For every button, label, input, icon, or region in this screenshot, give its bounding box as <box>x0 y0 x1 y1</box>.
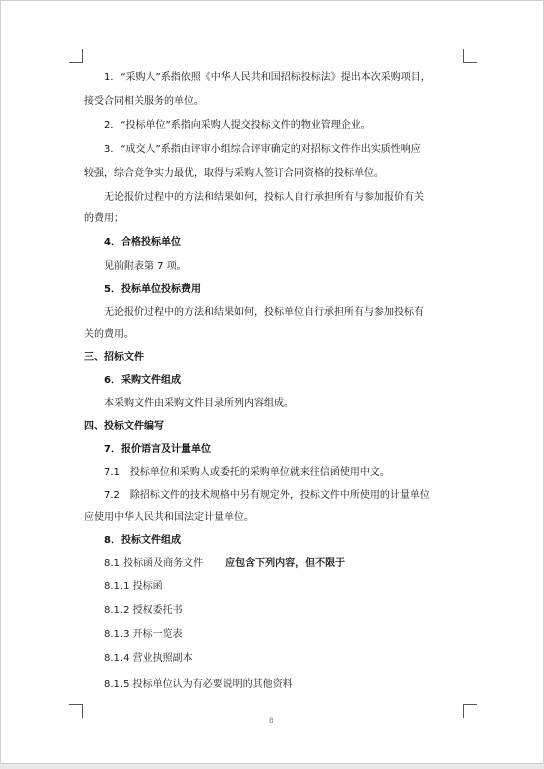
definition-bidder: 2．“投标单位”系指向采购人提交投标文件的物业管理企业。 <box>104 120 371 131</box>
item-8-1-5: 8.1.5 投标单位认为有必要说明的其他资料 <box>104 679 293 690</box>
procurement-composition-text: 本采购文件由采购文件目录所列内容组成。 <box>104 398 294 409</box>
item-8-1-3: 8.1.3 开标一览表 <box>104 629 183 640</box>
qualified-bidder-text: 见前附表第 7 项。 <box>104 261 187 272</box>
clause-8-1-note: 应包含下列内容，但不限于 <box>225 558 346 569</box>
page-number: 8 <box>269 717 274 725</box>
cost-paragraph-line-1: 无论报价过程中的方法和结果如何，投标人自行承担所有与参加报价有关 <box>104 192 424 203</box>
clause-7-2-line-2: 应使用中华人民共和国法定计量单位。 <box>84 512 254 523</box>
heading-bid-cost: 5．投标单位投标费用 <box>104 284 201 295</box>
clause-7-2-line-1: 7.2 除招标文件的技术规格中另有规定外，投标文件中所使用的计量单位 <box>104 490 430 501</box>
heading-procurement-composition: 6．采购文件组成 <box>104 375 181 386</box>
bid-cost-line-1: 无论报价过程中的方法和结果如何，投标单位自行承担所有与参加投标有 <box>104 307 424 318</box>
crop-mark-bottom-left <box>69 704 83 718</box>
crop-mark-top-left <box>69 49 83 63</box>
heading-bid-composition: 8．投标文件组成 <box>104 535 181 546</box>
heading-qualified-bidder: 4．合格投标单位 <box>104 237 181 248</box>
crop-mark-top-right <box>463 49 477 63</box>
definition-winner-line-2: 较强，综合竞争实力最优，取得与采购人签订合同资格的投标单位。 <box>84 168 384 179</box>
item-8-1-2: 8.1.2 授权委托书 <box>104 605 183 616</box>
definition-purchaser-line-1: 1．“采购人”系指依照《中华人民共和国招标投标法》提出本次采购项目， <box>104 72 431 83</box>
clause-8-1-title: 8.1 投标函及商务文件 <box>104 558 204 569</box>
definition-winner-line-1: 3．“成交人”系指由评审小组综合评审确定的对招标文件作出实质性响应 <box>104 144 421 155</box>
clause-8-1 <box>104 557 345 571</box>
item-8-1-4: 8.1.4 营业执照副本 <box>104 653 193 664</box>
cost-paragraph-line-2: 的费用； <box>84 213 124 224</box>
section-heading-tender-docs: 三、招标文件 <box>84 352 144 363</box>
section-heading-bid-preparation: 四、投标文件编写 <box>84 421 164 432</box>
clause-7-1: 7.1 投标单位和采购人或委托的采购单位就来往信函使用中文。 <box>104 467 390 478</box>
crop-mark-bottom-right <box>463 704 477 718</box>
heading-language-units: 7．报价语言及计量单位 <box>104 444 211 455</box>
definition-purchaser-line-2: 接受合同相关服务的单位。 <box>84 96 204 107</box>
item-8-1-1: 8.1.1 投标函 <box>104 581 163 592</box>
bid-cost-line-2: 关的费用。 <box>84 329 134 340</box>
